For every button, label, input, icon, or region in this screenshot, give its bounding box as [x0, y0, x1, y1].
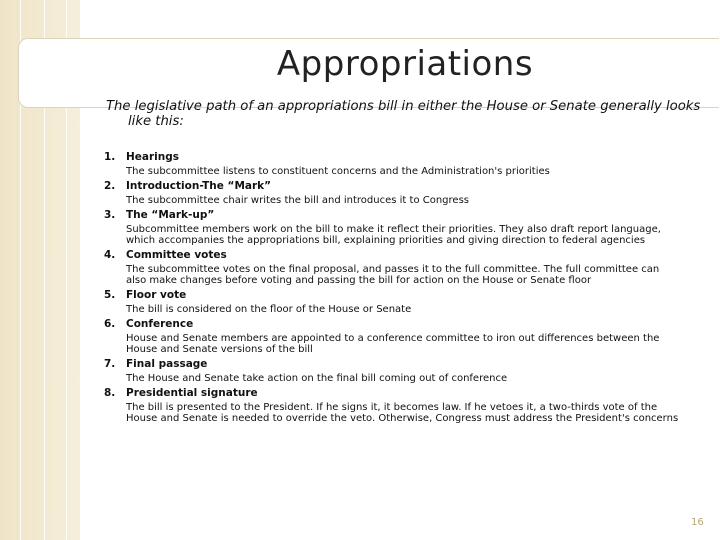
step-description: The bill is presented to the President. If he signs it, it becomes law. If he vetoes it, a two-thirds vote of the House and Senate is needed to override the veto. Otherwise, Congress must address the President's concerns [126, 402, 679, 424]
step-description: The subcommittee votes on the final proposal, and passes it to the full committee. The full committee can also make changes before voting and passing the bill for action on the House or Senate floor [126, 264, 660, 286]
step-number: 6. [104, 318, 116, 330]
step-title: Presidential signature [126, 387, 258, 399]
intro-text: The legislative path of an appropriations bill in either the House or Senate generally looks like this: [106, 99, 701, 129]
step-number: 1. [104, 151, 116, 163]
list-item [104, 357, 679, 384]
list-item [104, 317, 679, 355]
list-item [104, 150, 679, 177]
step-description: House and Senate members are appointed to a conference committee to iron out differences between the House and Senate versions of the bill [126, 333, 660, 355]
step-description: The subcommittee listens to constituent concerns and the Administration's priorities [126, 166, 550, 177]
step-description: The subcommittee chair writes the bill and introduces it to Congress [126, 195, 469, 206]
list-item [104, 248, 679, 286]
list-item [104, 386, 679, 424]
list-item [104, 288, 679, 315]
step-number: 3. [104, 209, 116, 221]
step-number: 5. [104, 289, 116, 301]
list-item [104, 179, 679, 206]
step-title: Floor vote [126, 289, 187, 301]
slide-title: Appropriations [276, 44, 534, 84]
step-description: Subcommittee members work on the bill to make it reflect their priorities. They also draft report language, which accompanies the appropriations bill, explaining priorities and giving direction to federal agencies [126, 224, 661, 246]
step-number: 4. [104, 249, 116, 261]
step-title: Introduction-The “Mark” [126, 180, 272, 192]
step-title: The “Mark-up” [126, 209, 215, 221]
steps-list [104, 150, 679, 426]
step-description: The bill is considered on the floor of the House or Senate [126, 304, 412, 315]
step-title: Committee votes [126, 249, 227, 261]
step-number: 8. [104, 387, 116, 399]
step-title: Hearings [126, 151, 180, 163]
step-title: Conference [126, 318, 194, 330]
list-item [104, 208, 679, 246]
step-title: Final passage [126, 358, 208, 370]
page-number: 16 [691, 517, 704, 528]
step-number: 7. [104, 358, 116, 370]
step-number: 2. [104, 180, 116, 192]
step-description: The House and Senate take action on the final bill coming out of conference [126, 373, 508, 384]
